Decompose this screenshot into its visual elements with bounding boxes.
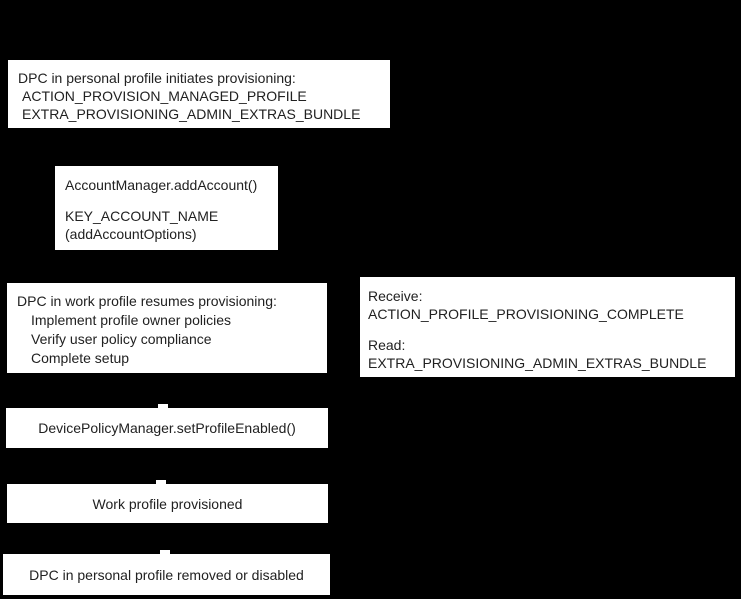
node-line: Complete setup bbox=[31, 350, 130, 366]
node-add-account bbox=[55, 166, 278, 250]
node-line: Verify user policy compliance bbox=[31, 331, 212, 347]
node-resume-provisioning bbox=[7, 283, 327, 373]
node-line: Receive: bbox=[368, 288, 423, 304]
node-line: ACTION_PROVISION_MANAGED_PROFILE bbox=[22, 88, 307, 104]
node-line: EXTRA_PROVISIONING_ADMIN_EXTRAS_BUNDLE bbox=[368, 355, 707, 371]
node-receive-provisioning-complete bbox=[360, 277, 735, 377]
node-line: KEY_ACCOUNT_NAME bbox=[65, 208, 219, 224]
node-work-profile-provisioned bbox=[7, 484, 328, 523]
node-line: ACTION_PROFILE_PROVISIONING_COMPLETE bbox=[368, 306, 684, 322]
node-line: AccountManager.addAccount() bbox=[65, 177, 258, 193]
node-set-profile-enabled bbox=[6, 408, 328, 448]
node-line: (addAccountOptions) bbox=[65, 226, 197, 242]
node-line: DPC in work profile resumes provisioning: bbox=[17, 293, 277, 309]
node-line: Read: bbox=[368, 337, 406, 353]
node-line: EXTRA_PROVISIONING_ADMIN_EXTRAS_BUNDLE bbox=[22, 106, 361, 122]
node-dpc-removed-or-disabled bbox=[3, 554, 330, 595]
node-line: DPC in personal profile initiates provisioning: bbox=[18, 70, 296, 86]
node-line: DevicePolicyManager.setProfileEnabled() bbox=[38, 420, 296, 436]
node-line: DPC in personal profile removed or disabled bbox=[29, 566, 304, 583]
node-initiate-provisioning bbox=[8, 60, 390, 128]
node-line: Work profile provisioned bbox=[92, 495, 243, 512]
node-line: Implement profile owner policies bbox=[31, 312, 231, 328]
